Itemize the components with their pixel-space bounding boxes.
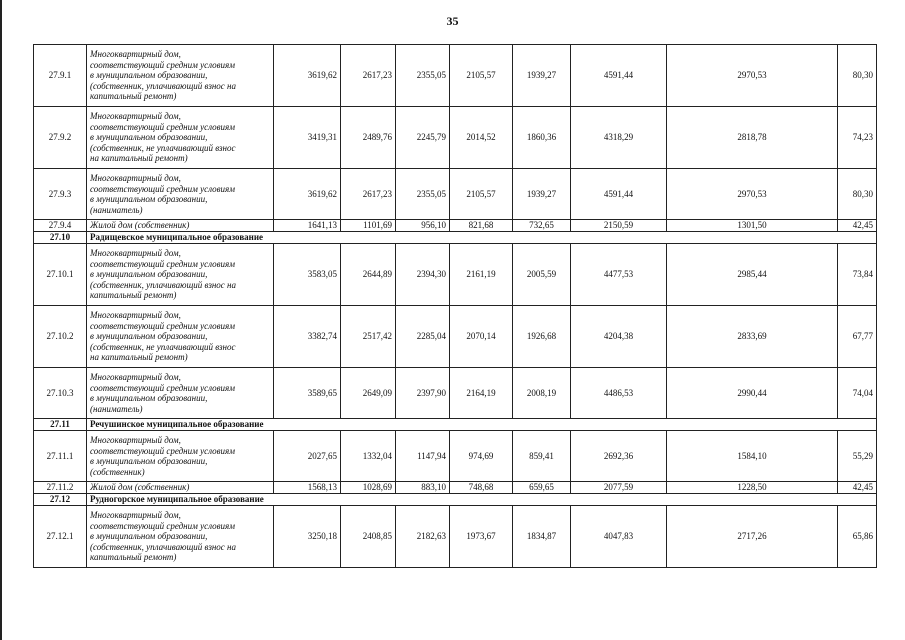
value-cell: 2517,42 bbox=[341, 306, 396, 368]
value-cell: 2649,09 bbox=[341, 368, 396, 419]
value-cell: 2077,59 bbox=[571, 482, 667, 494]
row-description: Жилой дом (собственник) bbox=[87, 482, 274, 494]
row-code: 27.12 bbox=[34, 494, 87, 506]
row-description: Многоквартирный дом, соответствующий средним условиям в муниципальном образовании, (собственник, не уплачивающий взнос на капитальный ремонт) bbox=[87, 107, 274, 169]
table-row bbox=[34, 306, 877, 368]
value-cell: 67,77 bbox=[838, 306, 877, 368]
value-cell: 3619,62 bbox=[274, 169, 341, 220]
value-cell: 2644,89 bbox=[341, 244, 396, 306]
value-cell: 859,41 bbox=[513, 431, 571, 482]
value-cell: 1641,13 bbox=[274, 220, 341, 232]
value-cell: 4047,83 bbox=[571, 506, 667, 568]
table-row bbox=[34, 220, 877, 232]
value-cell: 4477,53 bbox=[571, 244, 667, 306]
value-cell: 2985,44 bbox=[667, 244, 838, 306]
section-title: Рудногорское муниципальное образование bbox=[87, 494, 877, 506]
value-cell: 2164,19 bbox=[450, 368, 513, 419]
row-code: 27.12.1 bbox=[34, 506, 87, 568]
value-cell: 2105,57 bbox=[450, 45, 513, 107]
row-code: 27.10 bbox=[34, 232, 87, 244]
value-cell: 2182,63 bbox=[396, 506, 450, 568]
value-cell: 2692,36 bbox=[571, 431, 667, 482]
value-cell: 1973,67 bbox=[450, 506, 513, 568]
value-cell: 956,10 bbox=[396, 220, 450, 232]
value-cell: 2394,30 bbox=[396, 244, 450, 306]
value-cell: 1860,36 bbox=[513, 107, 571, 169]
row-description: Жилой дом (собственник) bbox=[87, 220, 274, 232]
value-cell: 2105,57 bbox=[450, 169, 513, 220]
value-cell: 2005,59 bbox=[513, 244, 571, 306]
value-cell: 1939,27 bbox=[513, 169, 571, 220]
section-row bbox=[34, 232, 877, 244]
value-cell: 2397,90 bbox=[396, 368, 450, 419]
row-code: 27.10.3 bbox=[34, 368, 87, 419]
section-row bbox=[34, 494, 877, 506]
value-cell: 1301,50 bbox=[667, 220, 838, 232]
value-cell: 2008,19 bbox=[513, 368, 571, 419]
value-cell: 65,86 bbox=[838, 506, 877, 568]
tariff-table bbox=[33, 44, 877, 568]
value-cell: 55,29 bbox=[838, 431, 877, 482]
value-cell: 2285,04 bbox=[396, 306, 450, 368]
value-cell: 2617,23 bbox=[341, 45, 396, 107]
row-code: 27.11 bbox=[34, 419, 87, 431]
value-cell: 4591,44 bbox=[571, 169, 667, 220]
section-title: Радищевское муниципальное образование bbox=[87, 232, 877, 244]
value-cell: 2355,05 bbox=[396, 169, 450, 220]
scan-left-edge bbox=[0, 0, 2, 640]
value-cell: 1939,27 bbox=[513, 45, 571, 107]
value-cell: 42,45 bbox=[838, 482, 877, 494]
value-cell: 1834,87 bbox=[513, 506, 571, 568]
value-cell: 1568,13 bbox=[274, 482, 341, 494]
value-cell: 2970,53 bbox=[667, 169, 838, 220]
row-description: Многоквартирный дом, соответствующий средним условиям в муниципальном образовании, (собственник, уплачивающий взнос на капитальный ремонт) bbox=[87, 506, 274, 568]
value-cell: 2489,76 bbox=[341, 107, 396, 169]
value-cell: 1147,94 bbox=[396, 431, 450, 482]
table-row bbox=[34, 368, 877, 419]
value-cell: 4486,53 bbox=[571, 368, 667, 419]
table-row bbox=[34, 482, 877, 494]
value-cell: 883,10 bbox=[396, 482, 450, 494]
section-row bbox=[34, 419, 877, 431]
value-cell: 3619,62 bbox=[274, 45, 341, 107]
row-code: 27.10.2 bbox=[34, 306, 87, 368]
value-cell: 3589,65 bbox=[274, 368, 341, 419]
table-row bbox=[34, 506, 877, 568]
value-cell: 2818,78 bbox=[667, 107, 838, 169]
value-cell: 73,84 bbox=[838, 244, 877, 306]
row-code: 27.9.4 bbox=[34, 220, 87, 232]
value-cell: 2027,65 bbox=[274, 431, 341, 482]
row-code: 27.10.1 bbox=[34, 244, 87, 306]
value-cell: 4204,38 bbox=[571, 306, 667, 368]
value-cell: 2070,14 bbox=[450, 306, 513, 368]
row-description: Многоквартирный дом, соответствующий средним условиям в муниципальном образовании, (собственник, уплачивающий взнос на капитальный ремонт) bbox=[87, 244, 274, 306]
value-cell: 1101,69 bbox=[341, 220, 396, 232]
value-cell: 2617,23 bbox=[341, 169, 396, 220]
row-description: Многоквартирный дом, соответствующий средним условиям в муниципальном образовании, (собственник) bbox=[87, 431, 274, 482]
value-cell: 3250,18 bbox=[274, 506, 341, 568]
row-code: 27.9.1 bbox=[34, 45, 87, 107]
table-row bbox=[34, 431, 877, 482]
value-cell: 1332,04 bbox=[341, 431, 396, 482]
value-cell: 1228,50 bbox=[667, 482, 838, 494]
value-cell: 1926,68 bbox=[513, 306, 571, 368]
section-title: Речушинское муниципальное образование bbox=[87, 419, 877, 431]
row-description: Многоквартирный дом, соответствующий средним условиям в муниципальном образовании, (наниматель) bbox=[87, 368, 274, 419]
value-cell: 74,23 bbox=[838, 107, 877, 169]
value-cell: 4591,44 bbox=[571, 45, 667, 107]
value-cell: 80,30 bbox=[838, 169, 877, 220]
value-cell: 2408,85 bbox=[341, 506, 396, 568]
value-cell: 748,68 bbox=[450, 482, 513, 494]
value-cell: 2970,53 bbox=[667, 45, 838, 107]
value-cell: 2355,05 bbox=[396, 45, 450, 107]
value-cell: 2833,69 bbox=[667, 306, 838, 368]
value-cell: 2717,26 bbox=[667, 506, 838, 568]
value-cell: 74,04 bbox=[838, 368, 877, 419]
value-cell: 2150,59 bbox=[571, 220, 667, 232]
row-description: Многоквартирный дом, соответствующий средним условиям в муниципальном образовании, (собственник, уплачивающий взнос на капитальный ремонт) bbox=[87, 45, 274, 107]
value-cell: 2014,52 bbox=[450, 107, 513, 169]
value-cell: 4318,29 bbox=[571, 107, 667, 169]
value-cell: 974,69 bbox=[450, 431, 513, 482]
row-code: 27.11.2 bbox=[34, 482, 87, 494]
table-row bbox=[34, 107, 877, 169]
value-cell: 80,30 bbox=[838, 45, 877, 107]
table-row bbox=[34, 45, 877, 107]
value-cell: 2161,19 bbox=[450, 244, 513, 306]
value-cell: 2990,44 bbox=[667, 368, 838, 419]
value-cell: 2245,79 bbox=[396, 107, 450, 169]
value-cell: 3382,74 bbox=[274, 306, 341, 368]
value-cell: 732,65 bbox=[513, 220, 571, 232]
value-cell: 42,45 bbox=[838, 220, 877, 232]
row-code: 27.9.2 bbox=[34, 107, 87, 169]
table-row bbox=[34, 169, 877, 220]
row-description: Многоквартирный дом, соответствующий средним условиям в муниципальном образовании, (наниматель) bbox=[87, 169, 274, 220]
row-code: 27.11.1 bbox=[34, 431, 87, 482]
value-cell: 3419,31 bbox=[274, 107, 341, 169]
value-cell: 1028,69 bbox=[341, 482, 396, 494]
row-code: 27.9.3 bbox=[34, 169, 87, 220]
value-cell: 1584,10 bbox=[667, 431, 838, 482]
page-number: 35 bbox=[446, 14, 459, 28]
value-cell: 3583,05 bbox=[274, 244, 341, 306]
value-cell: 659,65 bbox=[513, 482, 571, 494]
value-cell: 821,68 bbox=[450, 220, 513, 232]
table-row bbox=[34, 244, 877, 306]
row-description: Многоквартирный дом, соответствующий средним условиям в муниципальном образовании, (собственник, не уплачивающий взнос на капитальный ремонт) bbox=[87, 306, 274, 368]
